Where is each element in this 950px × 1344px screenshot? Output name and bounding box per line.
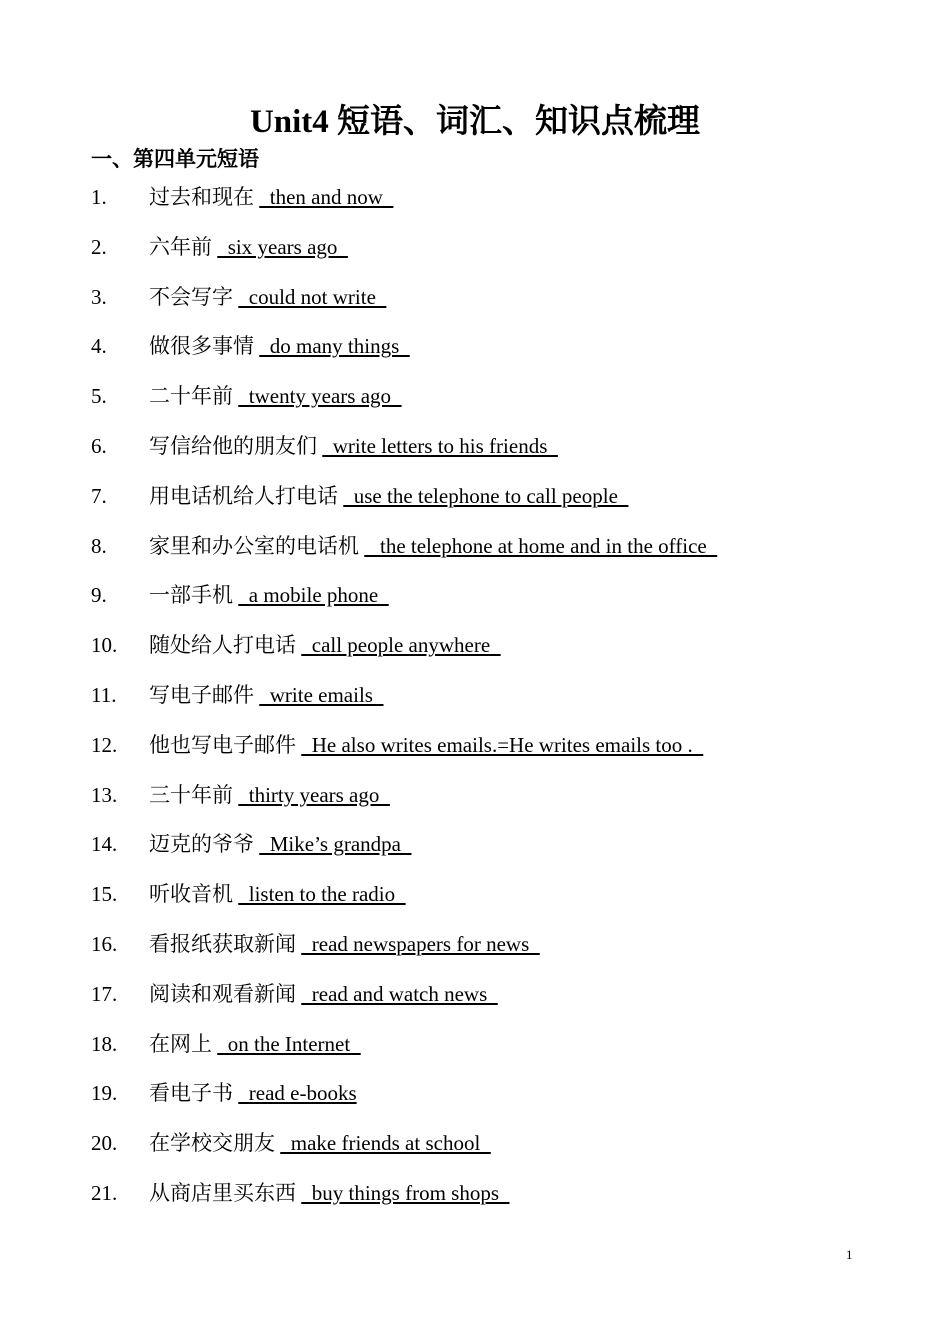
list-item [0, 180, 950, 230]
list-item [0, 379, 950, 429]
list-item [0, 628, 950, 678]
english-answer: write emails [259, 682, 384, 707]
english-answer: He also writes emails.=He writes emails too . [301, 732, 704, 757]
chinese-phrase: 阅读和观看新闻 [149, 981, 302, 1006]
chinese-phrase: 看报纸获取新闻 [149, 931, 302, 956]
item-text [149, 578, 389, 612]
list-item [0, 927, 950, 977]
item-text [149, 977, 498, 1011]
list-item [0, 977, 950, 1027]
list-item [0, 778, 950, 828]
chinese-phrase: 写信给他的朋友们 [149, 433, 323, 458]
page-number: 1 [846, 1247, 853, 1262]
english-answer: make friends at school [280, 1131, 491, 1156]
english-answer: a mobile phone [238, 583, 389, 608]
list-item [0, 728, 950, 778]
chinese-phrase: 写电子邮件 [149, 682, 260, 707]
list-item [0, 529, 950, 579]
item-text [149, 429, 558, 463]
english-answer: six years ago [217, 234, 348, 259]
list-item [0, 1027, 950, 1077]
chinese-phrase: 听收音机 [149, 882, 239, 907]
item-text [149, 728, 703, 762]
item-number: 21. [91, 1180, 118, 1205]
chinese-phrase: 过去和现在 [149, 185, 260, 209]
item-number: 11. [91, 682, 117, 707]
list-item [0, 1076, 950, 1126]
item-text [149, 778, 390, 812]
english-answer: could not write [238, 284, 387, 309]
list-item [0, 678, 950, 728]
english-answer: read e-books [238, 1081, 357, 1106]
english-answer: twenty years ago [238, 384, 402, 409]
list-item [0, 329, 950, 379]
item-text [149, 379, 402, 413]
item-number: 19. [91, 1081, 118, 1106]
english-answer: buy things from shops [301, 1180, 510, 1205]
item-number: 3. [91, 284, 107, 309]
english-answer: Mike’s grandpa [259, 832, 412, 857]
list-item [0, 1126, 950, 1176]
chinese-phrase: 在学校交朋友 [149, 1131, 281, 1156]
item-text [149, 877, 406, 911]
list-item [0, 578, 950, 628]
chinese-phrase: 做很多事情 [149, 334, 260, 359]
english-answer: read newspapers for news [301, 931, 540, 956]
item-text [149, 529, 717, 563]
item-number: 15. [91, 882, 118, 907]
phrase-list [0, 180, 950, 1226]
chinese-phrase: 用电话机给人打电话 [149, 483, 344, 508]
list-item [0, 230, 950, 280]
item-text [149, 628, 501, 662]
chinese-phrase: 六年前 [149, 234, 218, 259]
item-text [149, 329, 410, 363]
chinese-phrase: 他也写电子邮件 [149, 732, 302, 757]
item-number: 4. [91, 334, 107, 359]
english-answer: read and watch news [301, 981, 498, 1006]
item-number: 17. [91, 981, 118, 1006]
item-number: 10. [91, 633, 118, 658]
list-item [0, 877, 950, 927]
item-number: 5. [91, 384, 107, 409]
item-text [149, 1027, 361, 1061]
chinese-phrase: 随处给人打电话 [149, 633, 302, 658]
item-text [149, 280, 386, 314]
english-answer: listen to the radio [238, 882, 406, 907]
english-answer: write letters to his friends [322, 433, 558, 458]
list-item [0, 280, 950, 330]
english-answer: the telephone at home and in the office [364, 533, 718, 558]
list-item [0, 429, 950, 479]
chinese-phrase: 不会写字 [149, 284, 239, 309]
english-answer: use the telephone to call people [343, 483, 629, 508]
item-text [149, 927, 540, 961]
item-number: 1. [91, 185, 107, 209]
item-text [149, 678, 383, 712]
item-number: 18. [91, 1031, 118, 1056]
chinese-phrase: 家里和办公室的电话机 [149, 533, 365, 558]
english-answer: on the Internet [217, 1031, 361, 1056]
item-number: 13. [91, 782, 118, 807]
item-number: 6. [91, 433, 107, 458]
chinese-phrase: 看电子书 [149, 1081, 239, 1106]
chinese-phrase: 在网上 [149, 1031, 218, 1056]
item-number: 8. [91, 533, 107, 558]
chinese-phrase: 从商店里买东西 [149, 1180, 302, 1205]
item-text [149, 479, 628, 513]
item-text [149, 230, 348, 264]
page-title: Unit4 短语、词汇、知识点梳理 [249, 104, 701, 140]
item-number: 16. [91, 931, 118, 956]
item-number: 2. [91, 234, 107, 259]
chinese-phrase: 二十年前 [149, 384, 239, 409]
english-answer: do many things [259, 334, 410, 359]
chinese-phrase: 迈克的爷爷 [149, 832, 260, 857]
item-text [149, 1176, 510, 1210]
list-item [0, 479, 950, 529]
item-number: 9. [91, 583, 107, 608]
chinese-phrase: 三十年前 [149, 782, 239, 807]
english-answer: call people anywhere [301, 633, 501, 658]
section-heading: 一、第四单元短语 [91, 147, 259, 171]
english-answer: then and now [259, 185, 394, 209]
item-text [149, 827, 411, 861]
item-number: 14. [91, 832, 118, 857]
english-answer: thirty years ago [238, 782, 390, 807]
list-item [0, 1176, 950, 1226]
item-number: 20. [91, 1131, 118, 1156]
item-text [149, 180, 393, 214]
item-number: 7. [91, 483, 107, 508]
chinese-phrase: 一部手机 [149, 583, 239, 608]
item-number: 12. [91, 732, 118, 757]
item-text [149, 1076, 357, 1110]
list-item [0, 827, 950, 877]
item-text [149, 1126, 491, 1160]
